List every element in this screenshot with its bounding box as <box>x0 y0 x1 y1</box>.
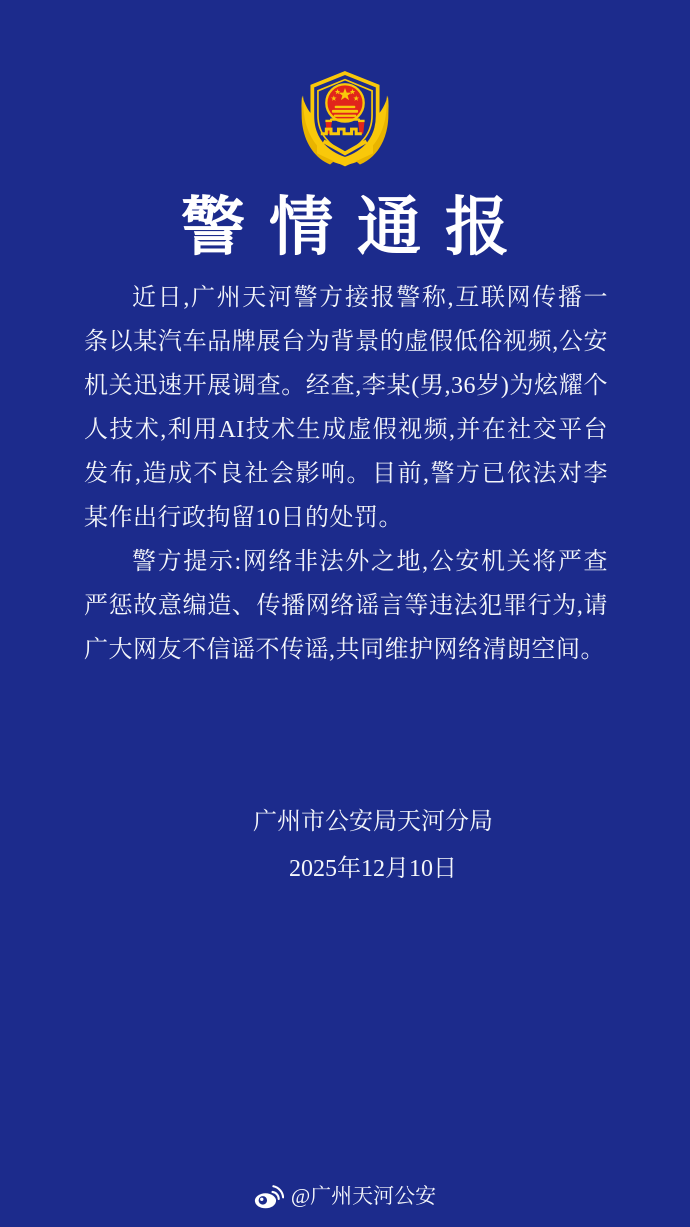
body-paragraph-1: 近日,广州天河警方接报警称,互联网传播一条以某汽车品牌展台为背景的虚假低俗视频,公安机关迅速开展调查。经查,李某(男,36岁)为炫耀个人技术,利用AI技术生成虚假视频,并在社交平台发布,造成不良社会影响。目前,警方已依法对李某作出行政拘留10日的处罚。 <box>84 285 608 531</box>
signature-block <box>28 799 690 893</box>
police-emblem-icon <box>289 60 401 172</box>
notice-body <box>84 276 608 672</box>
issuing-agency: 广州市公安局天河分局 <box>253 809 493 835</box>
body-paragraph-2: 警方提示:网络非法外之地,公安机关将严查严惩故意编造、传播网络谣言等违法犯罪行为,请广大网友不信谣不传谣,共同维护网络清朗空间。 <box>84 549 608 663</box>
watermark <box>0 1180 690 1210</box>
issue-date: 2025年12月10日 <box>289 856 457 882</box>
weibo-icon <box>254 1182 284 1209</box>
watermark-text: @广州天河公安 <box>290 1184 437 1208</box>
notice-title: 警情通报 <box>181 192 533 263</box>
